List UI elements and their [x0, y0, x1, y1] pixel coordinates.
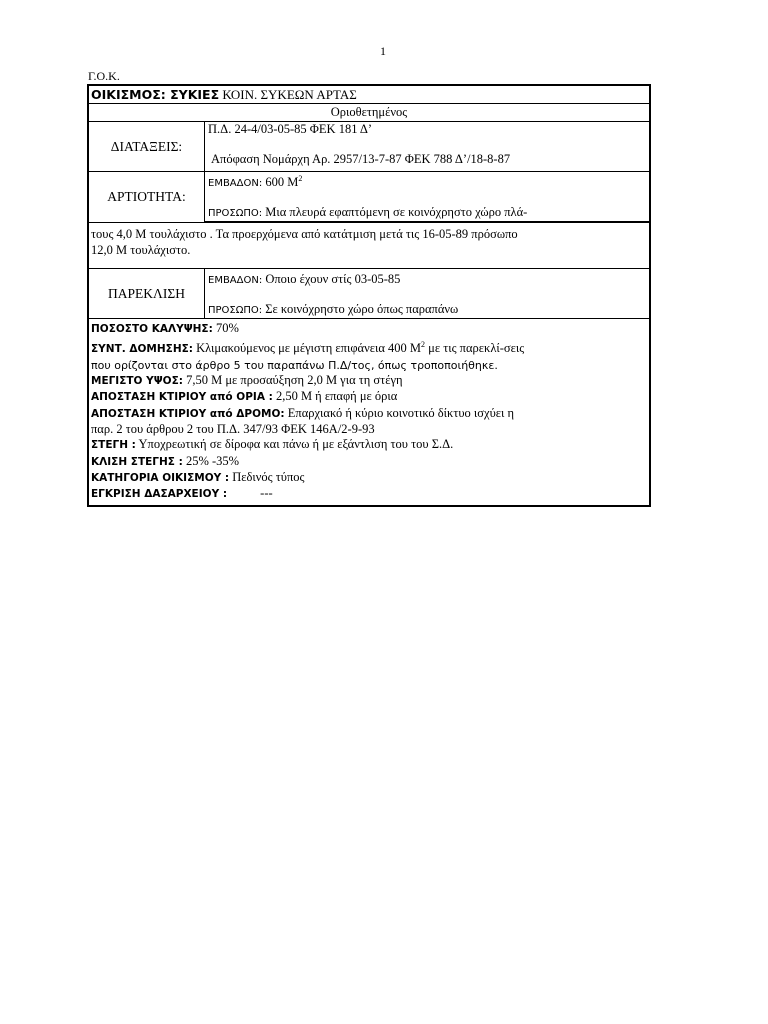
buildability-area-label: ΕΜΒΑΔΟΝ:: [208, 178, 263, 190]
exception-area-value: Οποιο έχουν στίς 03-05-85: [265, 272, 401, 286]
exception-frontage: [208, 302, 458, 317]
roof-line: [91, 437, 647, 453]
buildability-frontage: [208, 205, 527, 220]
provisions-label: ΔΙΑΤΑΞΕΙΣ:: [89, 122, 205, 171]
buildability-area-sup: 2: [298, 174, 303, 183]
settlement-title-row: [89, 86, 649, 104]
settlement-label: ΟΙΚΙΣΜΟΣ: ΣΥΚΙΕΣ: [91, 87, 220, 102]
exception-frontage-value: Σε κοινόχρηστο χώρο όπως παραπάνω: [265, 302, 459, 316]
coverage-line: [91, 321, 647, 337]
height-value: 7,50 Μ με προσαύξηση 2,0 Μ για τη στέγη: [186, 373, 403, 388]
far-value-1: Κλιμακούμενος με μέγιστη επιφάνεια 400 Μ: [196, 341, 422, 356]
category-line: [91, 470, 647, 486]
buildability-continuation-2: 12,0 Μ τουλάχιστο.: [91, 243, 191, 257]
distance-limits-line: [91, 389, 647, 405]
roof-slope-line: [91, 454, 647, 470]
buildability-frontage-value: Μια πλευρά εφαπτόμενη σε κοινόχρηστο χώρο πλά-: [265, 205, 528, 219]
buildability-continuation: [89, 222, 649, 269]
buildability-label: ΑΡΤΙΟΤΗΤΑ:: [89, 172, 205, 222]
far-line-2: που ορίζονται στο άρθρο 5 του παραπάνω Π.Δ/τος, όπως τροποποιήθηκε.: [91, 358, 498, 372]
approval-value: ---: [260, 486, 273, 501]
distance-limits-label: ΑΠΟΣΤΑΣΗ ΚΤΙΡΙΟΥ από ΟΡΙΑ :: [91, 391, 273, 404]
roof-slope-value: 25% -35%: [185, 453, 240, 468]
buildability-area-value: 600 Μ: [265, 175, 299, 190]
document-code: Γ.Ο.Κ.: [88, 69, 120, 83]
buildability-frontage-label: ΠΡΟΣΩΠΟ:: [208, 208, 263, 219]
exception-row: [89, 269, 649, 319]
buildability-area: [208, 174, 302, 190]
far-line: [91, 337, 647, 357]
distance-road-label: ΑΠΟΣΤΑΣΗ ΚΤΙΡΙΟΥ από ΔΡΟΜΟ:: [91, 407, 285, 420]
provisions-line-2: Απόφαση Νομάρχη Αρ. 2957/13-7-87 ΦΕΚ 788 Δ’/18-8-87: [211, 152, 511, 166]
approval-line: [91, 486, 647, 502]
category-value: Πεδινός τύπος: [232, 469, 305, 484]
provisions-content: [205, 122, 649, 171]
buildability-continuation-1: τους 4,0 Μ τουλάχιστο . Τα προερχόμενα από κατάτμιση μετά τις 16-05-89 πρόσωπο: [91, 227, 518, 241]
far-sup: 2: [421, 340, 426, 350]
buildability-content: [205, 172, 649, 222]
far-label: ΣΥΝΤ. ΔΟΜΗΣΗΣ:: [91, 343, 193, 356]
distance-road-line: [91, 406, 647, 422]
provisions-line-1: Π.Δ. 24-4/03-05-85 ΦΕΚ 181 Δ’: [208, 122, 373, 136]
approval-label: ΕΓΚΡΙΣΗ ΔΑΣΑΡΧΕΙΟΥ :: [91, 488, 228, 501]
exception-label: ΠΑΡΕΚΛΙΣΗ: [89, 269, 205, 318]
exception-frontage-label: ΠΡΟΣΩΠΟ:: [208, 305, 263, 316]
status-row: [89, 104, 649, 122]
height-label: ΜΕΓΙΣΤΟ ΥΨΟΣ:: [91, 375, 183, 388]
settlement-status: Οριοθετημένος: [330, 105, 408, 119]
coverage-value: 70%: [215, 321, 239, 335]
roof-slope-label: ΚΛΙΣΗ ΣΤΕΓΗΣ :: [91, 455, 183, 468]
category-label: ΚΑΤΗΓΟΡΙΑ ΟΙΚΙΣΜΟΥ :: [91, 471, 230, 484]
distance-road-line-2: παρ. 2 του άρθρου 2 του Π.Δ. 347/93 ΦΕΚ 146Α/2-9-93: [91, 421, 375, 436]
roof-label: ΣΤΕΓΗ :: [91, 439, 136, 452]
exception-area: [208, 272, 400, 287]
details-block: [89, 319, 649, 505]
distance-road-value-1: Επαρχιακό ή κύριο κοινοτικό δίκτυο ισχύει η: [287, 405, 515, 420]
terms-table: [87, 84, 651, 507]
exception-content: [205, 269, 649, 318]
page-number: 1: [380, 44, 386, 58]
exception-area-label: ΕΜΒΑΔΟΝ:: [208, 275, 263, 286]
settlement-value: ΚΟΙΝ. ΣΥΚΕΩΝ ΑΡΤΑΣ: [222, 87, 357, 102]
height-line: [91, 373, 647, 389]
buildability-row: [89, 172, 649, 222]
distance-limits-value: 2,50 Μ ή επαφή με όρια: [275, 389, 398, 404]
roof-value: Υποχρεωτική σε δίροφα και πάνω ή με εξάντλιση του του Σ.Δ.: [138, 437, 454, 452]
coverage-label: ΠΟΣΟΣΤΟ ΚΑΛΥΨΗΣ:: [91, 323, 213, 335]
far-value-2: με τις παρεκλί-σεις: [428, 341, 525, 356]
provisions-row: [89, 122, 649, 172]
